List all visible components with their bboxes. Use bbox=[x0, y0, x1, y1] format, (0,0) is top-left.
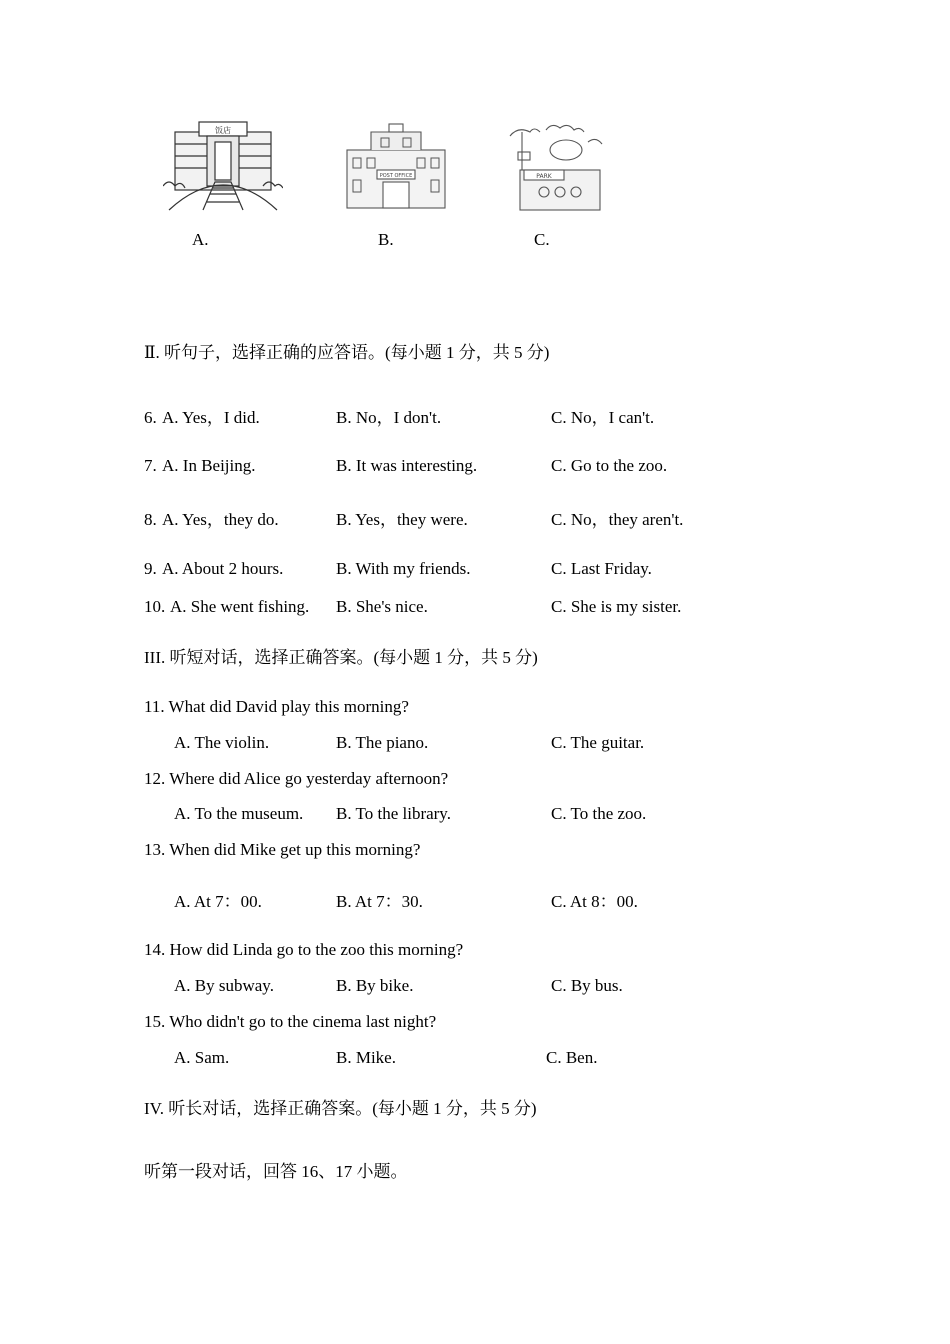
option-b: B. Yes，they were. bbox=[336, 510, 468, 529]
option-b: B. Mike. bbox=[336, 1048, 396, 1067]
question-number: 7. bbox=[144, 456, 157, 475]
park-sign: PARK bbox=[536, 173, 552, 180]
option-c: C. By bus. bbox=[551, 976, 623, 995]
option-c: C. Ben. bbox=[546, 1048, 598, 1067]
park-illustration bbox=[506, 122, 606, 214]
option-b: B. By bike. bbox=[336, 976, 414, 995]
park-picture bbox=[506, 122, 606, 214]
option-c: C. She is my sister. bbox=[551, 597, 682, 616]
option-b: B. At 7：30. bbox=[336, 892, 423, 911]
question-text: 11. What did David play this morning? bbox=[144, 697, 409, 716]
option-c: C. The guitar. bbox=[551, 733, 645, 752]
picture-label-b: B. bbox=[378, 230, 394, 249]
option-c: C. At 8：00. bbox=[551, 892, 638, 911]
hotel-sign: 饭店 bbox=[215, 126, 231, 135]
option-c: C. Last Friday. bbox=[551, 559, 652, 578]
option-a: A. To the museum. bbox=[174, 804, 304, 823]
question-number: 9. bbox=[144, 559, 157, 578]
option-a: A. Sam. bbox=[174, 1048, 230, 1067]
option-b: B. To the library. bbox=[336, 804, 451, 823]
question-text: 15. Who didn't go to the cinema last night? bbox=[144, 1012, 437, 1031]
section-4-instruction: 听第一段对话，回答 16、17 小题。 bbox=[144, 1162, 408, 1181]
post-office-sign: POST OFFICE bbox=[379, 173, 413, 179]
option-b: B. The piano. bbox=[336, 733, 429, 752]
post-office-illustration bbox=[341, 122, 451, 210]
section-2-title: Ⅱ. 听句子，选择正确的应答语。(每小题 1 分，共 5 分) bbox=[144, 343, 550, 362]
hotel-picture bbox=[163, 120, 283, 212]
section-4-title: IV. 听长对话，选择正确答案。(每小题 1 分，共 5 分) bbox=[144, 1099, 537, 1118]
question-text: 14. How did Linda go to the zoo this morning? bbox=[144, 940, 464, 959]
option-b: B. She's nice. bbox=[336, 597, 428, 616]
option-a: A. Yes，I did. bbox=[162, 408, 260, 427]
option-a: A. At 7：00. bbox=[174, 892, 262, 911]
question-text: 13. When did Mike get up this morning? bbox=[144, 840, 421, 859]
picture-label-c: C. bbox=[534, 230, 550, 249]
option-c: C. To the zoo. bbox=[551, 804, 647, 823]
option-c: C. No，I can't. bbox=[551, 408, 655, 427]
question-text: 12. Where did Alice go yesterday afternoon? bbox=[144, 769, 449, 788]
post-office-picture bbox=[341, 122, 451, 210]
option-a: A. She went fishing. bbox=[170, 597, 310, 616]
option-c: C. No，they aren't. bbox=[551, 510, 684, 529]
option-b: B. With my friends. bbox=[336, 559, 471, 578]
picture-label-a: A. bbox=[192, 230, 209, 249]
option-a: A. In Beijing. bbox=[162, 456, 256, 475]
option-a: A. About 2 hours. bbox=[162, 559, 284, 578]
option-b: B. It was interesting. bbox=[336, 456, 478, 475]
option-a: A. The violin. bbox=[174, 733, 270, 752]
option-c: C. Go to the zoo. bbox=[551, 456, 668, 475]
hotel-illustration bbox=[163, 120, 283, 212]
question-number: 10. bbox=[144, 597, 166, 616]
question-number: 8. bbox=[144, 510, 157, 529]
section-3-title: III. 听短对话，选择正确答案。(每小题 1 分，共 5 分) bbox=[144, 648, 538, 667]
option-a: A. By subway. bbox=[174, 976, 274, 995]
option-a: A. Yes，they do. bbox=[162, 510, 279, 529]
option-b: B. No，I don't. bbox=[336, 408, 442, 427]
question-number: 6. bbox=[144, 408, 157, 427]
